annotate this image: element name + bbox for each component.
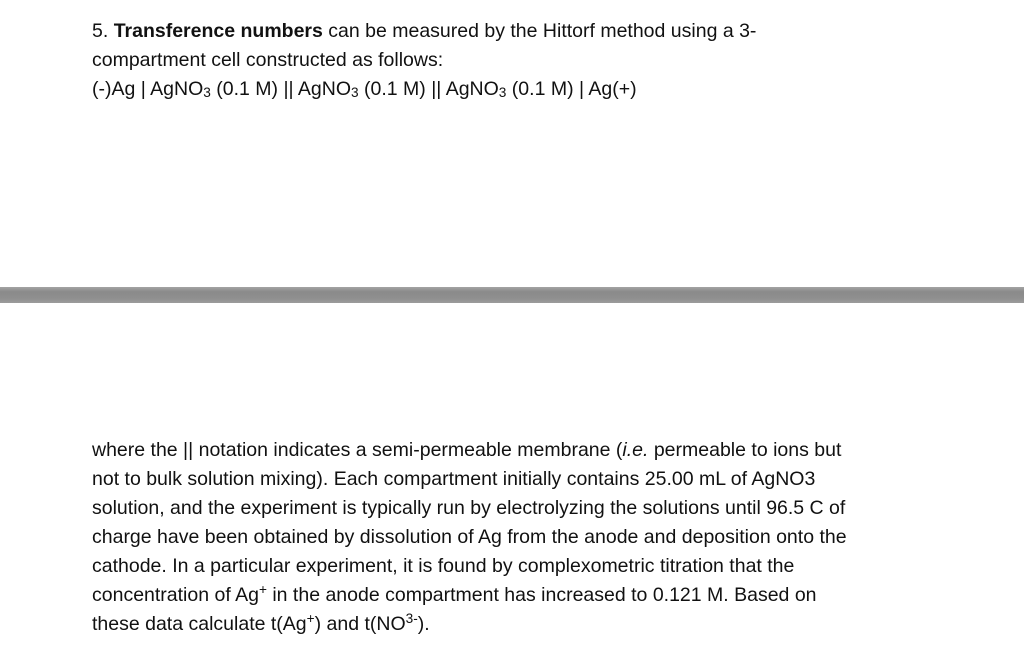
page-divider	[0, 287, 1024, 303]
problem-title: Transference numbers	[113, 20, 323, 42]
problem-number: 5.	[92, 20, 109, 42]
explanation-line-7: these data calculate t(Ag+) and $t(NO^{3-})$.	[92, 611, 430, 635]
problem-line-2: compartment cell constructed as follows:	[92, 49, 444, 71]
problem-line-1: 5. Transference numbers can be measured by the Hittorf method using a 3-	[92, 20, 757, 42]
problem-statement	[92, 17, 992, 104]
explanation-line-5: cathode. In a particular experiment, it is found by complexometric titration that the	[92, 555, 795, 577]
explanation-line-6: concentration of Ag+ in the anode compartment has increased to 0.121 M. Based on	[92, 582, 817, 606]
explanation-line-4: charge have been obtained by dissolution of Ag from the anode and deposition onto the	[92, 526, 847, 548]
explanation-line-1: where the || notation indicates a semi-permeable membrane (i.e. permeable to ions but	[92, 439, 842, 461]
explanation-paragraph	[92, 436, 1012, 639]
explanation-line-2: not to bulk solution mixing). Each compartment initially contains 25.00 mL of AgNO3	[92, 468, 816, 490]
cell-notation: (-)Ag | AgNO$_3$ (0.1 M) || AgNO$_3$ (0.1 M) || AgNO$_3$ (0.1 M) | Ag(+)	[92, 78, 637, 100]
explanation-line-3: solution, and the experiment is typically run by electrolyzing the solutions until 96.5 C of	[92, 497, 846, 519]
